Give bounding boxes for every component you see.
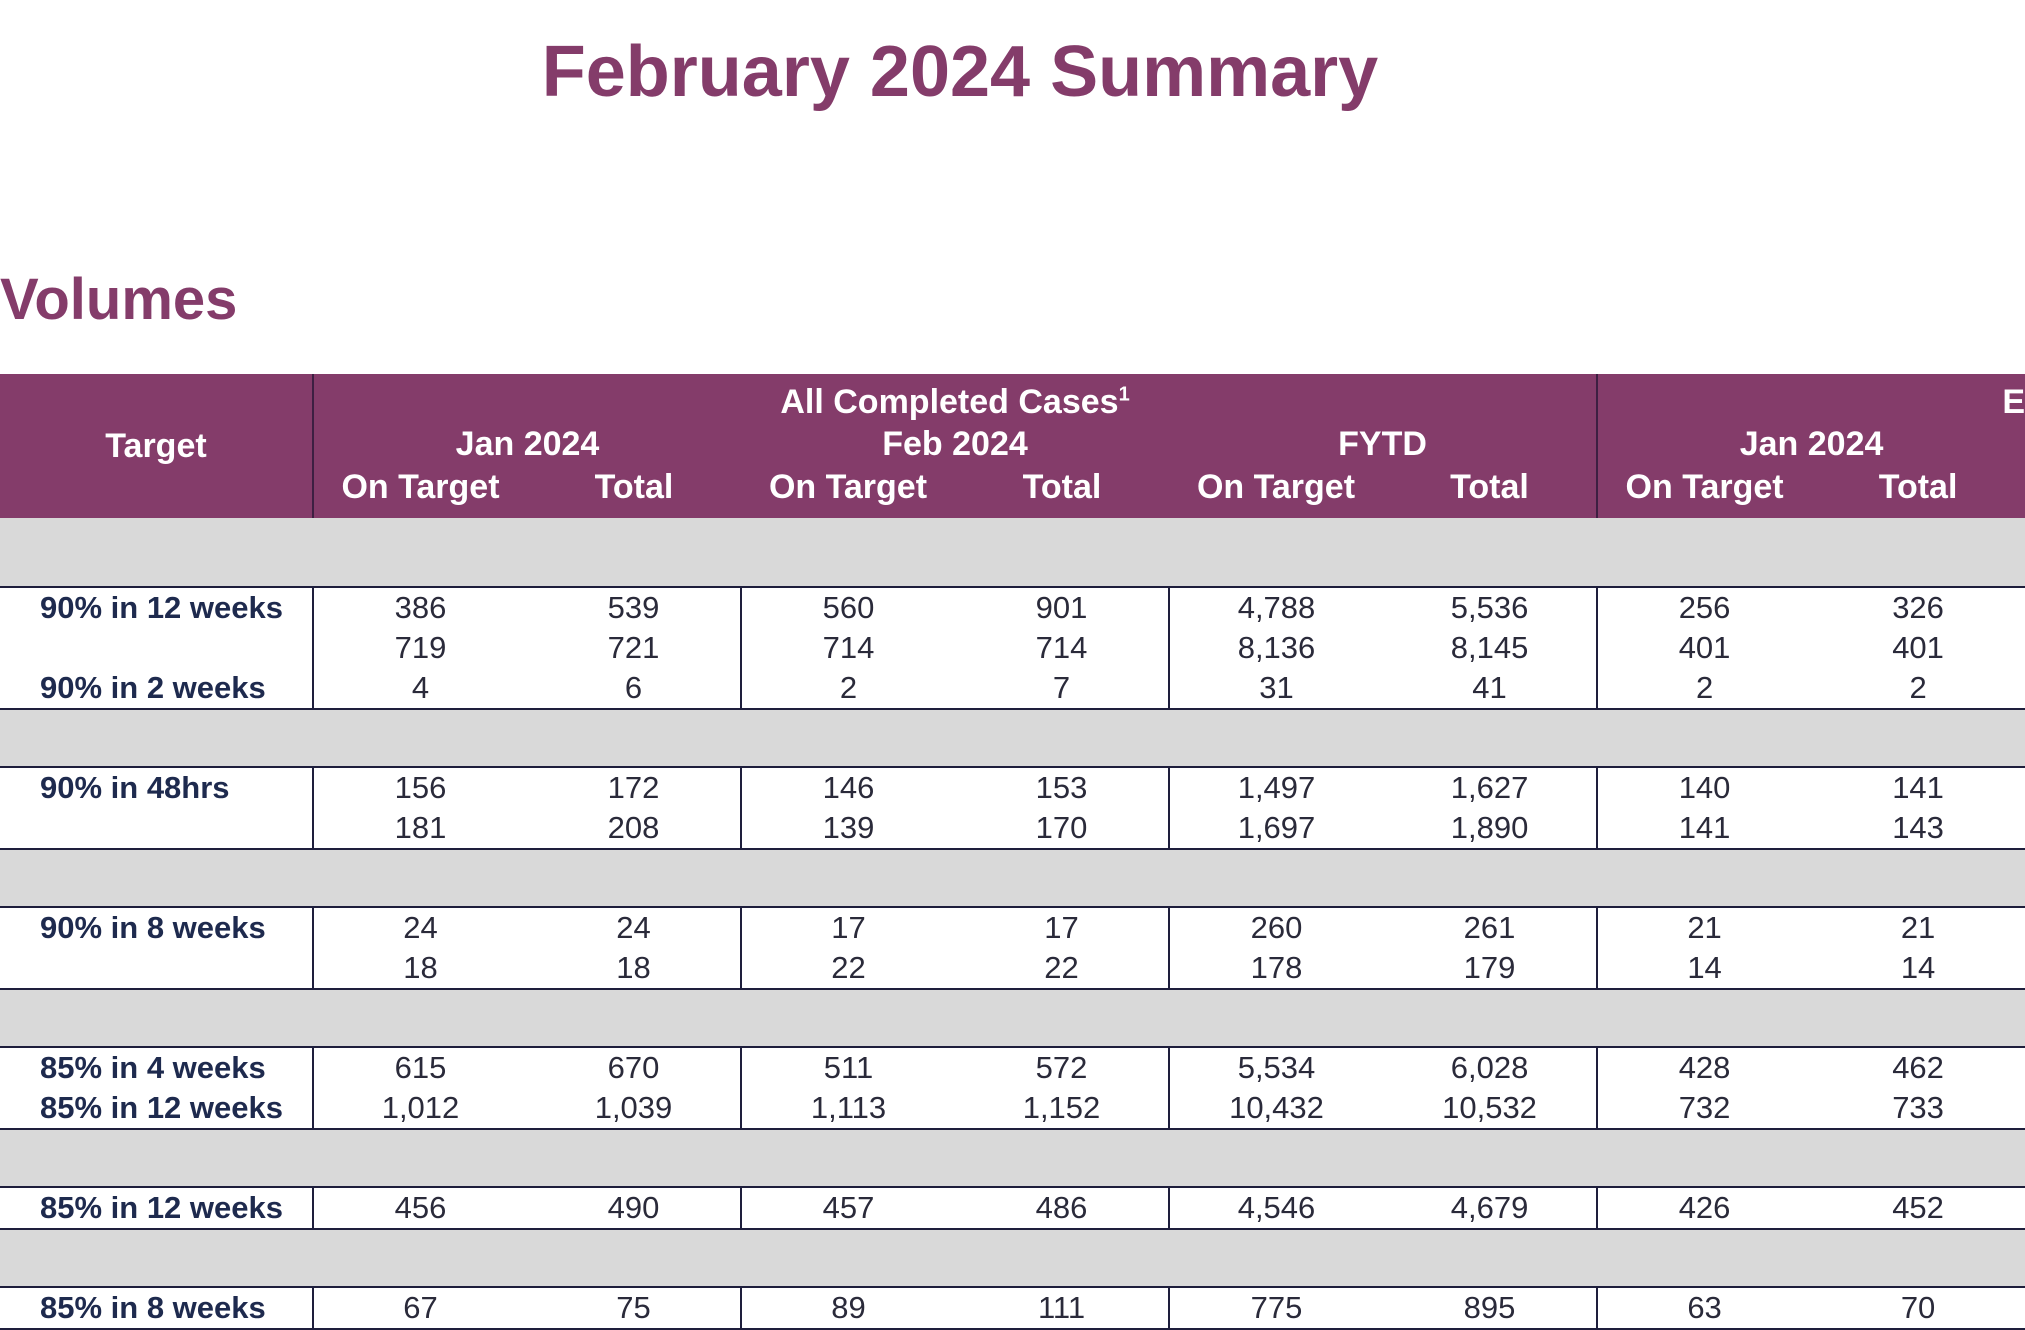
table-row xyxy=(0,1088,2025,1129)
row-target-label: 85% in 12 weeks xyxy=(0,1187,313,1229)
cell-total: 143 xyxy=(1811,808,2025,849)
cell-on-target: 456 xyxy=(313,1187,527,1229)
row-target-label: 85% in 4 weeks xyxy=(0,1047,313,1088)
cell-on-target: 5,534 xyxy=(1169,1047,1383,1088)
cell-on-target: 426 xyxy=(1597,1187,1811,1229)
section-title: Volumes xyxy=(0,267,238,332)
cell-total: 153 xyxy=(955,767,1169,808)
table-row xyxy=(0,1187,2025,1229)
group-header-label: All Completed Cases xyxy=(780,383,1119,421)
cell-total: 714 xyxy=(1035,630,1088,665)
cell-total: 172 xyxy=(527,767,741,808)
footnote-marker: 1 xyxy=(1118,383,1130,406)
cell-on-target: 1,697 xyxy=(1169,808,1383,849)
table-row xyxy=(0,628,2025,668)
cell-on-target: 732 xyxy=(1597,1088,1811,1129)
cell-total: 452 xyxy=(1811,1187,2025,1229)
section-spacer xyxy=(0,518,2025,587)
row-target-label: 90% in 2 weeks xyxy=(0,668,313,709)
cell-total: 1,039 xyxy=(527,1088,741,1129)
cell-on-target: 8,136 xyxy=(1169,628,1383,668)
cell-total: 17 xyxy=(955,907,1169,948)
period-header: Jan 2024 xyxy=(1597,422,2025,466)
cell-on-target: 260 xyxy=(1169,907,1383,948)
cell-on-target: 10,432 xyxy=(1169,1088,1383,1129)
cell-on-target: 457 xyxy=(741,1187,955,1229)
cell-on-target: 511 xyxy=(741,1047,955,1088)
cell-total: 22 xyxy=(955,948,1169,989)
section-spacer xyxy=(0,709,2025,767)
cell-total: 7 xyxy=(955,668,1169,709)
cell-total: 670 xyxy=(527,1047,741,1088)
section-spacer-row xyxy=(0,1129,2025,1187)
cell-on-target: 4,788 xyxy=(1169,587,1383,628)
cell-on-target: 18 xyxy=(313,948,527,989)
cell-on-target: 63 xyxy=(1597,1287,1811,1329)
table-row xyxy=(0,668,2025,709)
cell-on-target: 1,113 xyxy=(741,1088,955,1129)
table-row xyxy=(0,948,2025,989)
cell-total: 4,679 xyxy=(1383,1187,1597,1229)
cell-total: 1,152 xyxy=(955,1088,1169,1129)
section-spacer-row xyxy=(0,1229,2025,1287)
cell-on-target: 141 xyxy=(1597,808,1811,849)
cell-total: 1,627 xyxy=(1383,767,1597,808)
section-spacer xyxy=(0,1129,2025,1187)
cell-total: 539 xyxy=(527,587,741,628)
cell-on-target: 401 xyxy=(1597,628,1811,668)
cell-on-target: 775 xyxy=(1169,1287,1383,1329)
cell-total: 70 xyxy=(1811,1287,2025,1329)
row-target-label: 85% in 8 weeks xyxy=(0,1287,313,1329)
cell-total: 8,145 xyxy=(1450,630,1529,665)
cell-total: 208 xyxy=(527,808,741,849)
cell-on-target: 178 xyxy=(1169,948,1383,989)
section-spacer-row xyxy=(0,849,2025,907)
section-spacer-row xyxy=(0,709,2025,767)
group-header-all-completed xyxy=(313,374,1597,422)
cell-total: 6 xyxy=(527,668,741,709)
cell-on-target: 21 xyxy=(1597,907,1811,948)
cell-on-target: 714 xyxy=(741,628,955,668)
period-header: Feb 2024 xyxy=(741,422,1169,466)
cell-total: 18 xyxy=(527,948,741,989)
section-spacer-row xyxy=(0,518,2025,587)
column-header-on-target: On Target xyxy=(1597,466,1811,518)
cell-total: 24 xyxy=(527,907,741,948)
cell-total: 170 xyxy=(955,808,1169,849)
period-header: FYTD xyxy=(1169,422,1597,466)
cell-total: 75 xyxy=(527,1287,741,1329)
cell-on-target: 146 xyxy=(741,767,955,808)
row-target-label xyxy=(0,628,313,668)
cell-on-target: 31 xyxy=(1169,668,1383,709)
column-header-total: Total xyxy=(955,466,1169,518)
cell-on-target: 4,546 xyxy=(1169,1187,1383,1229)
cell-on-target: 139 xyxy=(741,808,955,849)
cell-on-target: 181 xyxy=(313,808,527,849)
cell-total: 179 xyxy=(1383,948,1597,989)
column-header-total: Total xyxy=(1811,466,2025,518)
cell-on-target: 1,012 xyxy=(313,1088,527,1129)
cell-total: 401 xyxy=(1892,630,1944,665)
section-spacer xyxy=(0,1229,2025,1287)
cell-on-target: 2 xyxy=(741,668,955,709)
cell-total: 21 xyxy=(1811,907,2025,948)
cell-total: 895 xyxy=(1383,1287,1597,1329)
column-header-total: Total xyxy=(527,466,741,518)
column-header-on-target: On Target xyxy=(741,466,955,518)
cell-on-target: 17 xyxy=(741,907,955,948)
column-header-total: Total xyxy=(1383,466,1597,518)
cell-on-target: 14 xyxy=(1597,948,1811,989)
section-spacer-row xyxy=(0,989,2025,1047)
table-row xyxy=(0,767,2025,808)
column-header-on-target: On Target xyxy=(1169,466,1383,518)
cell-total: 41 xyxy=(1383,668,1597,709)
cell-on-target: 386 xyxy=(313,587,527,628)
cell-total: 572 xyxy=(955,1047,1169,1088)
cell-total: 2 xyxy=(1811,668,2025,709)
cell-on-target: 719 xyxy=(394,630,447,665)
cell-on-target: 89 xyxy=(741,1287,955,1329)
cell-on-target: 428 xyxy=(1597,1047,1811,1088)
cell-on-target: 1,497 xyxy=(1169,767,1383,808)
cell-total: 490 xyxy=(527,1187,741,1229)
volumes-table xyxy=(0,374,2025,1330)
table-row xyxy=(0,587,2025,628)
cell-total: 261 xyxy=(1383,907,1597,948)
column-header-on-target: On Target xyxy=(313,466,527,518)
row-target-label xyxy=(0,808,313,849)
cell-on-target: 256 xyxy=(1597,587,1811,628)
cell-on-target: 2 xyxy=(1597,668,1811,709)
cell-total: 5,536 xyxy=(1383,587,1597,628)
table-header xyxy=(0,374,2025,518)
cell-total: 111 xyxy=(955,1287,1169,1329)
row-target-label: 90% in 8 weeks xyxy=(0,907,313,948)
cell-total: 721 xyxy=(607,630,660,665)
cell-total: 14 xyxy=(1811,948,2025,989)
table-row xyxy=(0,1287,2025,1329)
cell-on-target: 560 xyxy=(741,587,955,628)
cell-total: 486 xyxy=(955,1187,1169,1229)
row-target-label: 85% in 12 weeks xyxy=(0,1088,313,1129)
row-target-label xyxy=(0,948,313,989)
cell-total: 141 xyxy=(1811,767,2025,808)
cell-on-target: 24 xyxy=(313,907,527,948)
cell-total: 6,028 xyxy=(1383,1047,1597,1088)
cell-on-target: 22 xyxy=(741,948,955,989)
cell-on-target: 140 xyxy=(1597,767,1811,808)
cell-total: 901 xyxy=(955,587,1169,628)
cell-on-target: 67 xyxy=(313,1287,527,1329)
section-spacer xyxy=(0,849,2025,907)
row-target-label: 90% in 12 weeks xyxy=(0,587,313,628)
cell-total: 1,890 xyxy=(1383,808,1597,849)
section-spacer xyxy=(0,989,2025,1047)
cell-total: 733 xyxy=(1811,1088,2025,1129)
cell-total: 326 xyxy=(1811,587,2025,628)
target-header: Target xyxy=(0,374,313,518)
cell-on-target: 156 xyxy=(313,767,527,808)
page-title: February 2024 Summary xyxy=(541,32,1379,112)
period-header: Jan 2024 xyxy=(313,422,741,466)
table-row xyxy=(0,808,2025,849)
cell-on-target: 4 xyxy=(313,668,527,709)
table-row xyxy=(0,907,2025,948)
table-body xyxy=(0,518,2025,1329)
cell-on-target: 615 xyxy=(313,1047,527,1088)
cell-total: 462 xyxy=(1811,1047,2025,1088)
group-header-partial: E xyxy=(1597,374,2025,422)
cell-total: 10,532 xyxy=(1383,1088,1597,1129)
table-row xyxy=(0,1047,2025,1088)
row-target-label: 90% in 48hrs xyxy=(0,767,313,808)
